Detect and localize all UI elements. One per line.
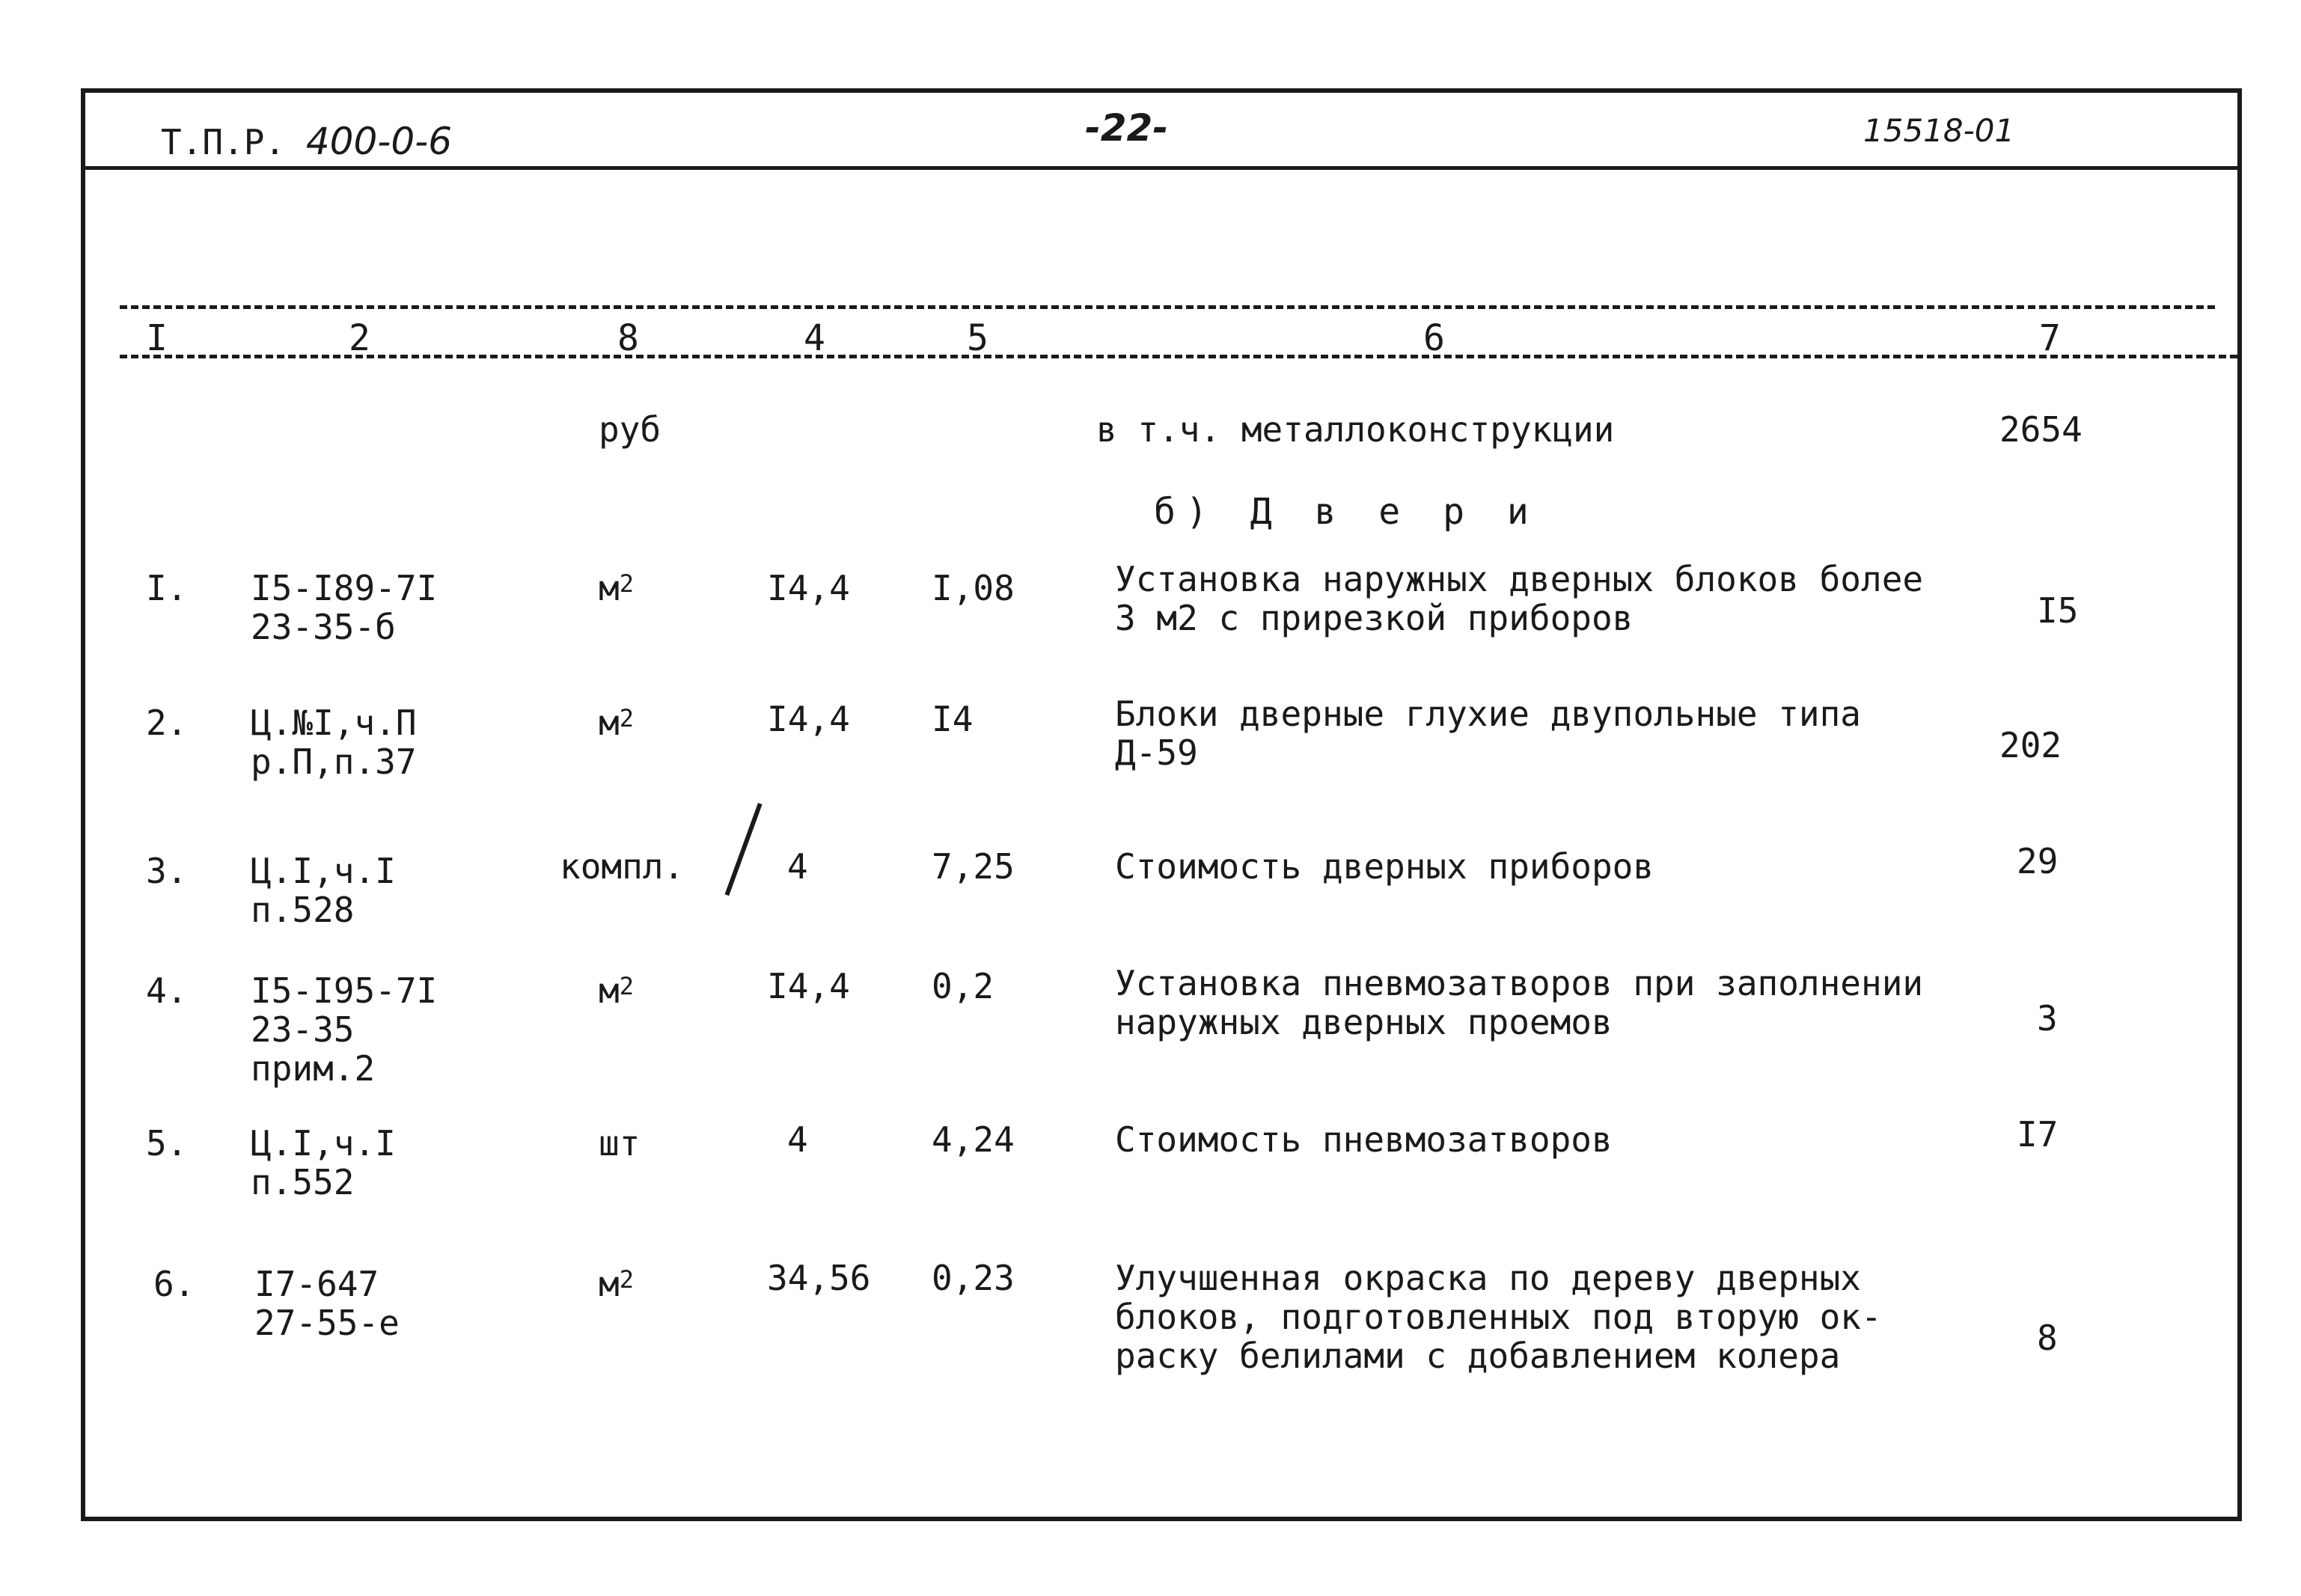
row-2-price: I4 — [932, 699, 974, 739]
row-1-total: I5 — [2037, 590, 2079, 631]
row-6-price: 0,23 — [932, 1258, 1015, 1298]
row-6-total: 8 — [2037, 1318, 2058, 1358]
doc-series: 400-0-6 — [305, 120, 453, 163]
row-6-description: Улучшенная окраска по дереву дверных блоков, подготовленных под вторую ок- раску белилами с добавлением колера — [1115, 1258, 1882, 1376]
row-6-unit: $м^2$ — [599, 1264, 634, 1304]
column-number-6: 6 — [1423, 317, 1445, 359]
row-5-unit: шт — [599, 1123, 641, 1164]
row-1-qty: I4,4 — [767, 568, 850, 608]
row-3-description: Стоимость дверных приборов — [1115, 846, 1654, 887]
intro-description: в т.ч. металлоконструкции — [1096, 409, 1615, 450]
row-1-description: Установка наружных дверных блоков более 3 м2 с прирезкой приборов — [1115, 559, 1924, 638]
row-3-price: 7,25 — [932, 846, 1015, 887]
row-3-num: 3. — [146, 851, 188, 891]
row-4-code: I5-I95-7I 23-35 прим.2 — [251, 970, 438, 1089]
row-6-code: I7-647 27-55-е — [254, 1264, 400, 1343]
section-title: б) Д в е р и — [1154, 491, 1539, 533]
row-6-num: 6. — [153, 1264, 195, 1304]
header-divider — [81, 166, 2242, 170]
row-4-total: 3 — [2037, 998, 2058, 1039]
row-5-price: 4,24 — [932, 1119, 1015, 1160]
row-5-total: I7 — [2017, 1114, 2059, 1155]
row-4-num: 4. — [146, 970, 188, 1011]
doc-code — [161, 120, 452, 163]
page-number: -22- — [1085, 106, 1169, 150]
column-number-2: 2 — [349, 317, 370, 359]
row-5-qty: 4 — [787, 1119, 808, 1160]
row-5-description: Стоимость пневмозатворов — [1115, 1119, 1613, 1160]
column-number-1: I — [146, 317, 168, 359]
doc-prefix: Т.П.Р. — [161, 122, 286, 162]
row-1-price: I,08 — [932, 568, 1015, 608]
row-3-unit: компл. — [560, 846, 685, 887]
column-number-4: 4 — [804, 317, 825, 359]
column-number-5: 5 — [967, 317, 988, 359]
row-3-qty: 4 — [787, 846, 808, 887]
row-1-code: I5-I89-7I 23-35-б — [251, 568, 438, 647]
row-2-description: Блоки дверные глухие двупольные типа Д-59 — [1115, 694, 1861, 773]
row-6-qty: 34,56 — [767, 1258, 871, 1298]
row-4-unit: $м^2$ — [599, 970, 634, 1011]
row-2-num: 2. — [146, 703, 188, 743]
row-3-total: 29 — [2017, 841, 2059, 881]
row-3-code: Ц.I,ч.I п.528 — [251, 851, 396, 930]
dashed-line-top — [120, 305, 2215, 309]
intro-total: 2654 — [1999, 409, 2082, 450]
row-2-code: Ц.№I,ч.П р.П,п.37 — [251, 703, 417, 782]
row-4-description: Установка пневмозатворов при заполнении наружных дверных проемов — [1115, 963, 1924, 1042]
column-number-3: 8 — [617, 317, 639, 359]
doc-number: 15518-01 — [1863, 112, 2015, 149]
dashed-line-bottom — [120, 355, 2237, 358]
row-1-num: I. — [146, 568, 188, 608]
row-2-qty: I4,4 — [767, 699, 850, 739]
row-4-qty: I4,4 — [767, 966, 850, 1006]
row-1-unit: $м^2$ — [599, 568, 634, 608]
row-5-code: Ц.I,ч.I п.552 — [251, 1123, 396, 1202]
row-2-total: 202 — [1999, 725, 2062, 765]
row-2-unit: $м^2$ — [599, 703, 634, 743]
intro-unit: руб — [599, 409, 661, 450]
column-number-7: 7 — [2039, 317, 2061, 359]
row-5-num: 5. — [146, 1123, 188, 1164]
row-4-price: 0,2 — [932, 966, 994, 1006]
